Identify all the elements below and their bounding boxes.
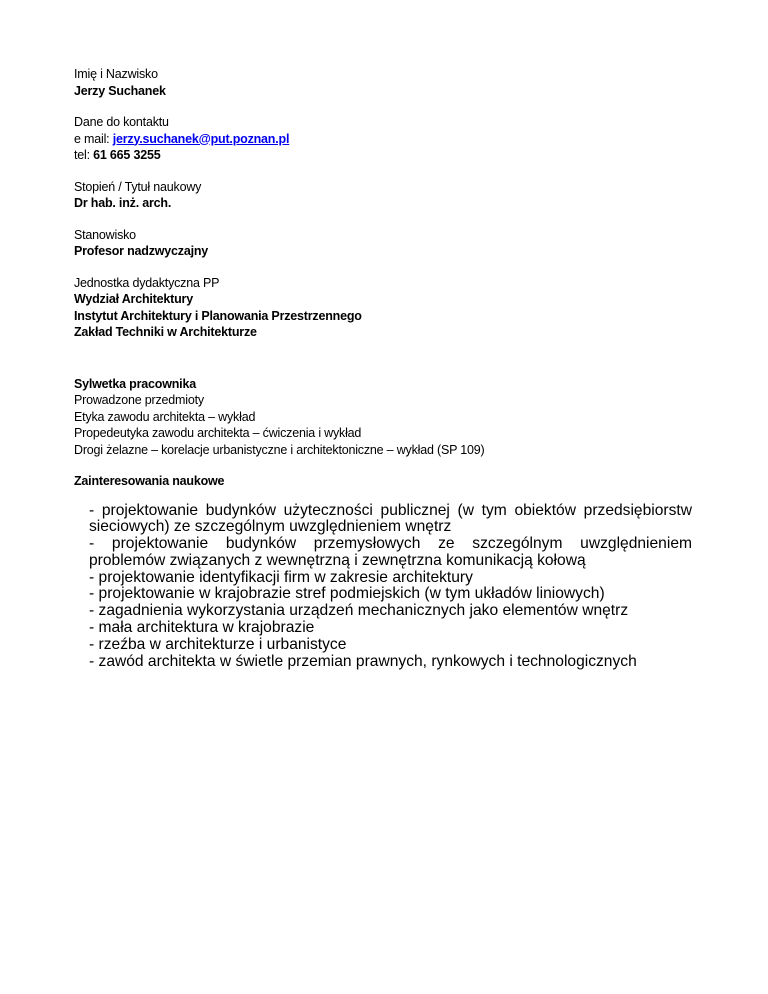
research-item: - projektowanie budynków użyteczności publicznej (w tym obiektów przedsiębiorstw sieciowych) ze szczególnym uwzględnieniem wnętrz: [89, 501, 692, 536]
contact-label: Dane do kontaktu: [74, 115, 169, 129]
name-value: Jerzy Suchanek: [74, 83, 166, 98]
profile-section: [74, 376, 714, 459]
unit-faculty: Wydział Architektury: [74, 292, 193, 306]
profile-heading: Sylwetka pracownika: [74, 376, 196, 391]
research-list: [89, 503, 692, 671]
course-item: Etyka zawodu architekta – wykład: [74, 409, 256, 424]
degree-label: Stopień / Tytuł naukowy: [74, 179, 202, 194]
research-item: - rzeźba w architekturze i urbanistyce: [89, 635, 347, 653]
unit-department: Zakład Techniki w Architekturze: [74, 325, 257, 339]
research-item: - mała architektura w krajobrazie: [89, 619, 315, 637]
phone-value: 61 665 3255: [93, 148, 161, 162]
research-section: [74, 473, 714, 490]
position-section: [74, 227, 714, 260]
courses-label: Prowadzone przedmioty: [74, 393, 204, 407]
research-item: - projektowanie w krajobrazie stref podmiejskich (w tym układów liniowych): [89, 585, 605, 603]
research-item: - projektowanie identyfikacji firm w zakresie architektury: [89, 568, 473, 586]
email-line: [74, 131, 714, 148]
contact-section: [74, 114, 714, 164]
unit-section: [74, 275, 714, 341]
email-prefix: e mail:: [74, 131, 113, 146]
document-page: [74, 66, 714, 670]
phone-prefix: tel:: [74, 148, 94, 162]
position-value: Profesor nadzwyczajny: [74, 244, 209, 258]
position-label: Stanowisko: [74, 227, 136, 242]
research-item: - zagadnienia wykorzystania urządzeń mechanicznych jako elementów wnętrz: [89, 602, 629, 620]
name-section: [74, 66, 714, 99]
degree-value: Dr hab. inż. arch.: [74, 196, 172, 210]
research-heading: Zainteresowania naukowe: [74, 474, 225, 488]
phone-line: [74, 147, 714, 164]
course-item: Drogi żelazne – korelacje urbanistyczne i architektoniczne – wykład (SP 109): [74, 442, 485, 457]
unit-institute: Instytut Architektury i Planowania Przestrzennego: [74, 308, 362, 323]
research-item: - zawód architekta w świetle przemian prawnych, rynkowych i technologicznych: [89, 652, 637, 670]
name-label: Imię i Nazwisko: [74, 67, 158, 81]
research-item: - projektowanie budynków przemysłowych ze szczególnym uwzględnieniem problemów związanych z wewnętrzną i zewnętrzna komunikacją kołową: [89, 535, 692, 569]
email-link[interactable]: jerzy.suchanek@put.poznan.pl: [112, 131, 290, 146]
degree-section: [74, 179, 714, 212]
unit-label: Jednostka dydaktyczna PP: [74, 275, 220, 290]
course-item: Propedeutyka zawodu architekta – ćwiczenia i wykład: [74, 426, 362, 440]
